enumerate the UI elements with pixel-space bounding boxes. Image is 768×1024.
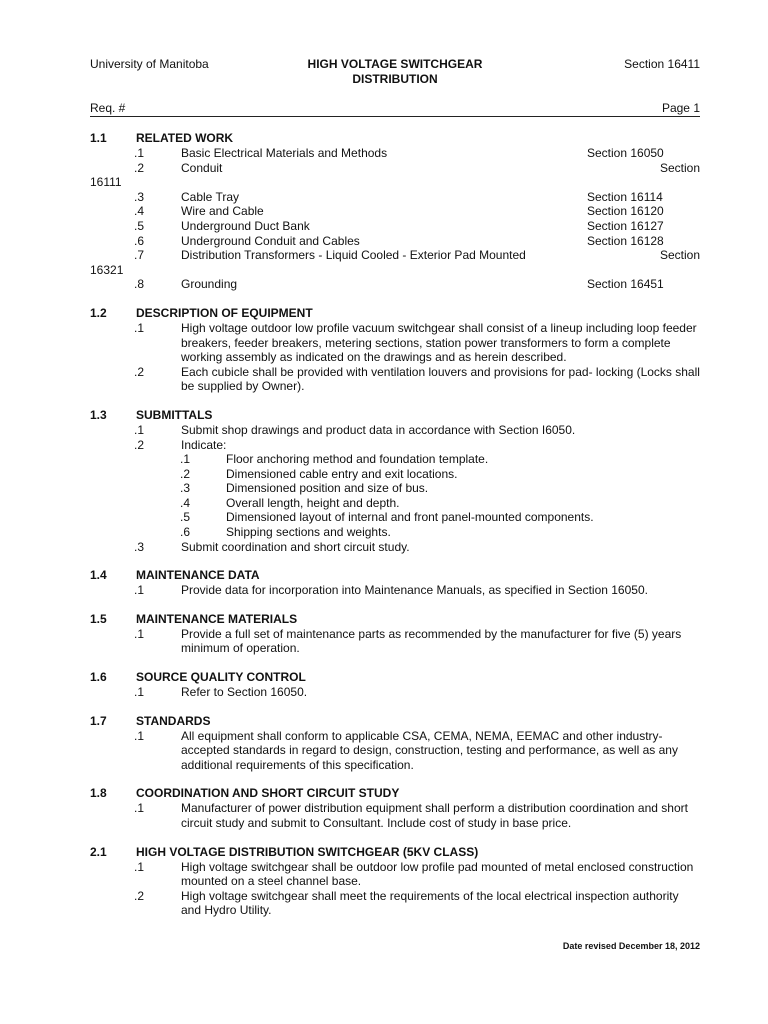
sub-item-text: Overall length, height and depth.: [226, 495, 400, 510]
item-text: Basic Electrical Materials and Methods: [181, 146, 388, 160]
sub-item-text: Shipping sections and weights.: [226, 525, 391, 540]
section-num: 1.7: [90, 713, 107, 728]
item-text: Manufacturer of power distribution equipment shall perform a distribution coordination and short circuit study and submit to Consultant. Include cost of study in base price.: [181, 801, 688, 830]
section-title: DESCRIPTION OF EQUIPMENT: [136, 305, 313, 320]
sub-list-item: [90, 525, 700, 540]
item-text: Provide data for incorporation into Maintenance Manuals, as specified in Section 16050.: [181, 583, 648, 598]
list-item: [90, 729, 700, 773]
item-num: .2: [134, 437, 145, 452]
list-item: [90, 365, 700, 394]
list-item: [90, 321, 700, 365]
list-item: [90, 685, 700, 700]
section-title: RELATED WORK: [136, 131, 234, 145]
section-description-of-equipment: [90, 306, 700, 394]
date-revised: Date revised December 18, 2012: [562, 941, 700, 951]
document-title: [90, 57, 700, 86]
section-heading: [90, 714, 700, 729]
section-standards: [90, 714, 700, 773]
item-section-ref-tail: 16111: [90, 175, 122, 190]
list-item: [90, 540, 700, 555]
item-text: High voltage outdoor low profile vacuum switchgear shall consist of a lineup including loop feeder breakers, feeder breakers, metering sections, station power transformers to form a complete working assembly as indicated on the drawings and as herein described.: [181, 320, 697, 365]
item-num: .1: [134, 685, 145, 700]
item-text: Indicate:: [181, 437, 227, 452]
section-title: SOURCE QUALITY CONTROL: [136, 670, 306, 685]
item-num: .2: [134, 888, 145, 903]
sub-list-item: [90, 452, 700, 467]
section-maintenance-materials: [90, 612, 700, 656]
section-title: COORDINATION AND SHORT CIRCUIT STUDY: [136, 786, 400, 801]
item-text: Cable Tray: [181, 189, 240, 204]
section-num: 1.5: [90, 611, 107, 626]
section-heading: [90, 786, 700, 801]
item-num: .3: [134, 539, 145, 554]
section-maintenance-data: [90, 568, 700, 598]
list-item: [90, 146, 700, 161]
list-item: [90, 204, 700, 219]
item-text: Submit shop drawings and product data in accordance with Section I6050.: [181, 422, 576, 437]
item-text: Underground Conduit and Cables: [181, 233, 360, 248]
list-item: [90, 801, 700, 830]
item-num: .1: [134, 146, 145, 160]
sub-item-num: .5: [180, 510, 191, 525]
item-num: .8: [134, 277, 145, 292]
list-item: [90, 438, 700, 453]
item-text: Underground Duct Bank: [181, 218, 310, 233]
section-heading: [90, 568, 700, 583]
list-item: [90, 248, 700, 263]
sub-item-num: .3: [180, 481, 191, 496]
item-section-ref: Section: [659, 160, 700, 175]
item-num: .5: [134, 218, 145, 233]
list-item: [90, 583, 700, 598]
page-number: Page 1: [661, 101, 700, 115]
section-heading: [90, 845, 700, 860]
sub-list-item: [90, 481, 700, 496]
page-header: [90, 57, 700, 87]
sub-item-text: Dimensioned layout of internal and front panel-mounted components.: [226, 510, 594, 525]
section-num: 2.1: [90, 844, 107, 859]
item-num: .7: [134, 248, 145, 263]
item-num: .6: [134, 233, 145, 248]
section-heading: [90, 306, 700, 321]
item-num: .3: [134, 189, 145, 204]
section-num: 1.4: [90, 568, 107, 583]
list-item: [90, 889, 700, 918]
list-item-wrap: [90, 175, 700, 190]
org-name: University of Manitoba: [90, 57, 209, 71]
req-line: [90, 101, 700, 117]
section-heading: [90, 670, 700, 685]
list-item: [90, 190, 700, 205]
section-num: 1.3: [90, 407, 107, 422]
item-text: Grounding: [181, 277, 238, 292]
item-num: .1: [134, 859, 145, 874]
sub-list-item: [90, 510, 700, 525]
item-section-ref: Section 16120: [587, 204, 664, 219]
section-coordination-study: [90, 786, 700, 830]
list-item: [90, 860, 700, 889]
sub-list-item: [90, 467, 700, 482]
list-item: [90, 627, 700, 656]
title-line-2: DISTRIBUTION: [352, 71, 438, 86]
item-text: Provide a full set of maintenance parts as recommended by the manufacturer for five (5) years minimum of operation.: [181, 626, 682, 656]
section-number: Section 16411: [624, 57, 700, 71]
sub-item-text: Dimensioned position and size of bus.: [226, 481, 429, 496]
section-title: HIGH VOLTAGE DISTRIBUTION SWITCHGEAR (5KV CLASS): [136, 844, 479, 859]
sub-item-num: .2: [180, 466, 191, 481]
list-item: [90, 161, 700, 176]
sub-item-num: .1: [180, 452, 191, 467]
section-title: STANDARDS: [136, 713, 211, 728]
section-heading: [90, 131, 700, 146]
item-num: .2: [134, 364, 145, 379]
item-num: .2: [134, 160, 145, 175]
section-title: MAINTENANCE DATA: [136, 568, 260, 583]
section-title: SUBMITTALS: [136, 407, 213, 422]
item-num: .1: [134, 320, 145, 335]
item-section-ref-tail: 16321: [90, 262, 124, 277]
list-item: [90, 234, 700, 249]
list-item-wrap: [90, 263, 700, 278]
section-hv-switchgear: [90, 845, 700, 918]
sub-item-text: Floor anchoring method and foundation template.: [226, 452, 489, 467]
sub-item-text: Dimensioned cable entry and exit locations.: [226, 466, 458, 481]
item-text: Conduit: [181, 160, 223, 175]
item-num: .4: [134, 204, 145, 219]
section-num: 1.8: [90, 786, 107, 801]
item-num: .1: [134, 801, 145, 816]
item-text: Distribution Transformers - Liquid Cooled - Exterior Pad Mounted: [181, 248, 526, 263]
item-num: .1: [134, 728, 145, 743]
list-item: [90, 277, 700, 292]
document-body: [90, 131, 700, 932]
sub-item-num: .4: [180, 495, 191, 510]
section-source-quality-control: [90, 670, 700, 700]
item-text: All equipment shall conform to applicable CSA, CEMA, NEMA, EEMAC and other industry-accepted standards in regard to design, construction, testing and performance, as well as any additional requirements of this specification.: [181, 728, 678, 772]
section-num: 1.2: [90, 305, 107, 320]
item-text: Wire and Cable: [181, 204, 264, 219]
item-num: .1: [134, 626, 145, 641]
section-num: 1.1: [90, 131, 107, 145]
item-num: .1: [134, 422, 145, 437]
item-section-ref: Section 16050: [587, 146, 664, 160]
section-related-work: [90, 131, 700, 292]
item-section-ref: Section 16128: [587, 233, 664, 248]
item-section-ref: Section: [659, 248, 700, 263]
list-item: [90, 219, 700, 234]
item-num: .1: [134, 583, 145, 598]
section-submittals: [90, 408, 700, 554]
sub-item-num: .6: [180, 525, 191, 540]
item-text: Refer to Section 16050.: [181, 685, 308, 700]
title-line-1: HIGH VOLTAGE SWITCHGEAR: [307, 57, 483, 71]
section-num: 1.6: [90, 670, 107, 685]
item-text: High voltage switchgear shall meet the requirements of the local electrical inspection authority and Hydro Utility.: [181, 888, 679, 918]
sub-list-item: [90, 496, 700, 511]
req-label: Req. #: [90, 101, 126, 115]
item-text: Submit coordination and short circuit study.: [181, 539, 410, 554]
item-section-ref: Section 16451: [587, 277, 664, 292]
section-heading: [90, 612, 700, 627]
section-title: MAINTENANCE MATERIALS: [136, 611, 298, 626]
section-heading: [90, 408, 700, 423]
item-section-ref: Section 16127: [587, 218, 664, 233]
item-section-ref: Section 16114: [587, 189, 663, 204]
item-text: High voltage switchgear shall be outdoor low profile pad mounted of metal enclosed construction mounted on a steel channel base.: [181, 859, 694, 889]
list-item: [90, 423, 700, 438]
item-text: Each cubicle shall be provided with ventilation louvers and provisions for pad- locking (Locks shall be supplied by Owner).: [181, 364, 700, 394]
